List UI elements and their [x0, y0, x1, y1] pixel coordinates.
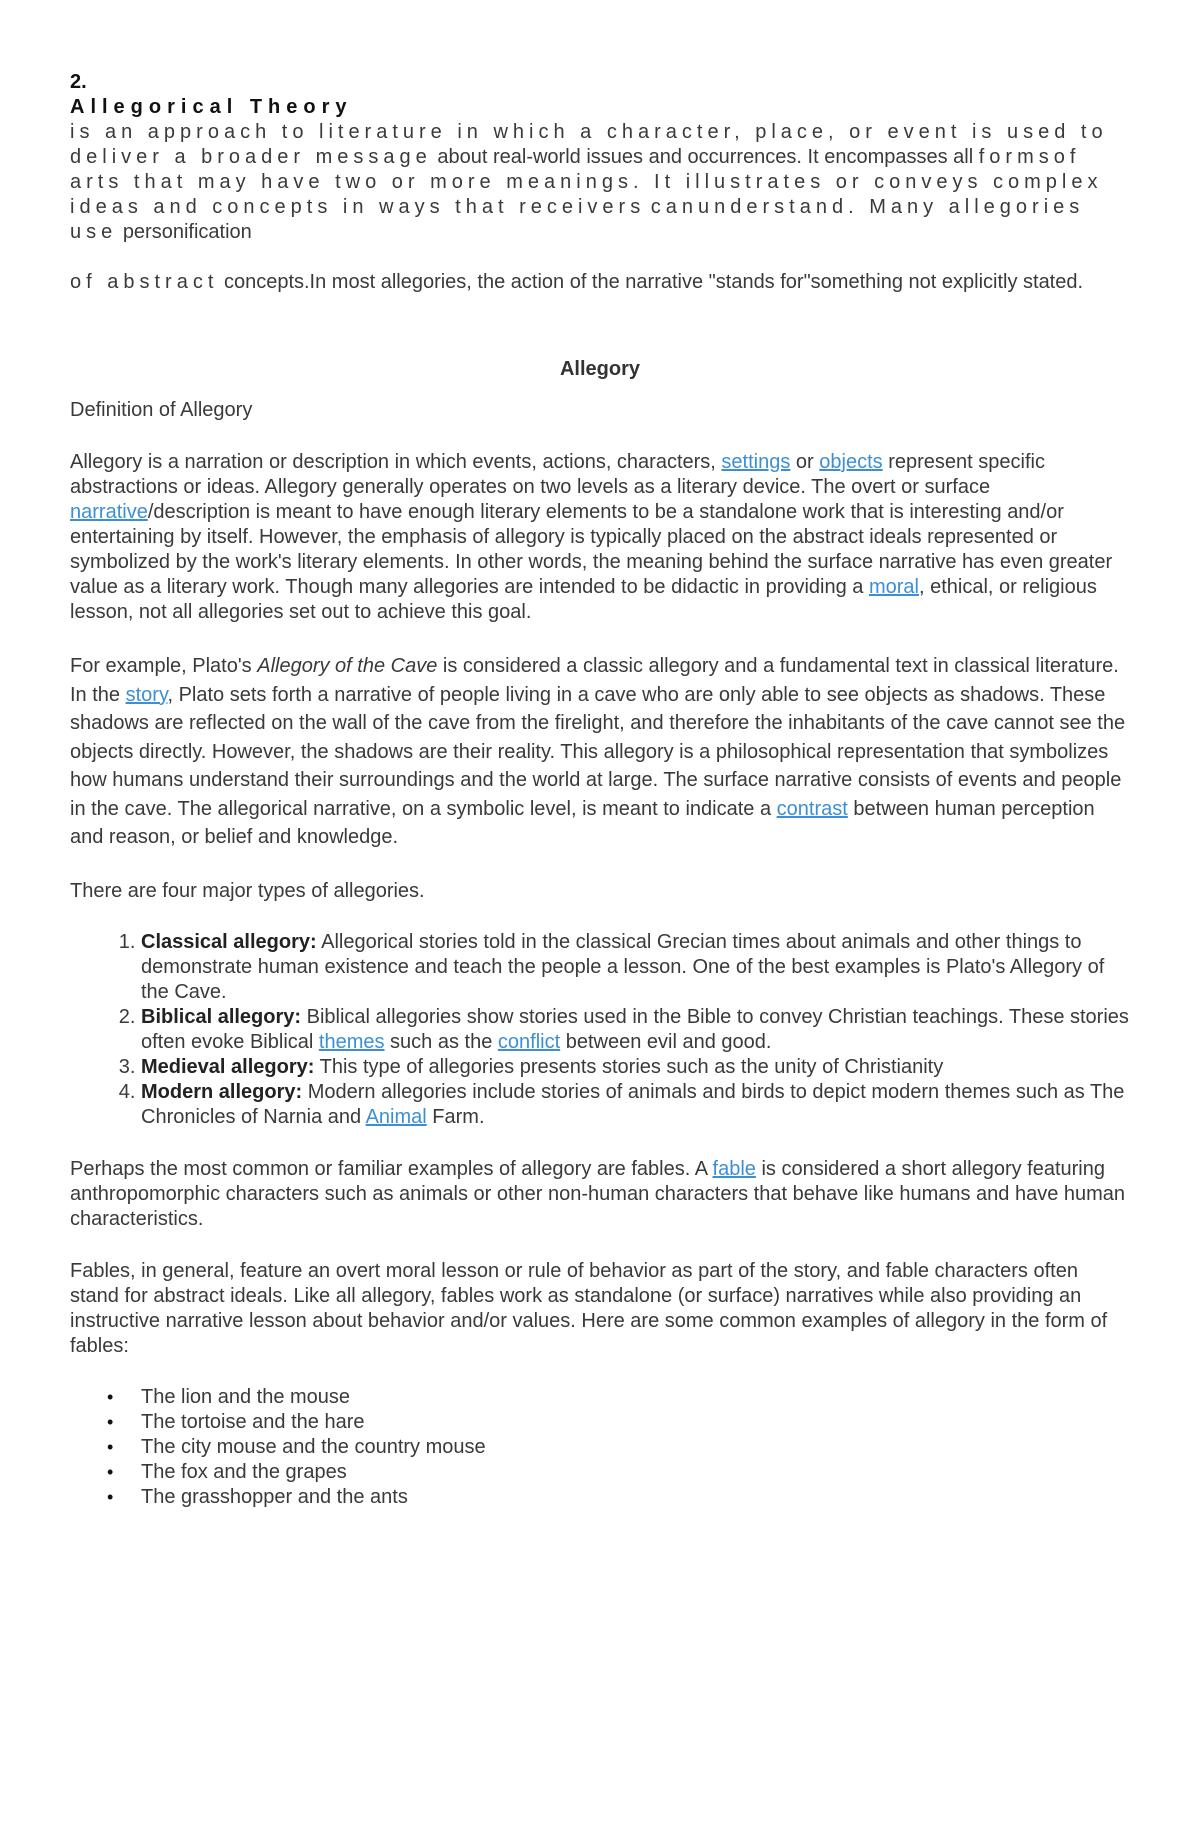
- bullet-icon: •: [107, 1411, 114, 1432]
- document-page: [70, 70, 1130, 1510]
- para2-text-b: is considered a classic allegory and a fundamental text in classical literature. In the: [70, 655, 1119, 706]
- para2-text-c: , Plato sets forth a narrative of people living in a cave who are only able to see objects as shadows. These shadows are reflected on the wall of the cave from the firelight, and therefore the inhabitants of the cave cannot see the objects directly. However, the shadows are their reality. This allegory is a philosophical representation that symbolizes how humans understand their surroundings and the world at large. The surface narrative consists of events and people in the cave. The allegorical narrative, on a symbolic level, is meant to indicate a: [70, 683, 1126, 820]
- type-text: Farm.: [432, 1105, 485, 1128]
- list-item: [107, 1410, 1130, 1435]
- bullet-icon: •: [107, 1461, 114, 1482]
- allegory-types-list: [70, 930, 1130, 1130]
- para3-text-b: is considered a short allegory featuring anthropomorphic characters such as animals or other non-human characters that behave like humans and have human characteristics.: [70, 1157, 1126, 1230]
- intro-text-1: is an approach to literature in which a character, place, or event is used to deliver a broader message: [70, 121, 1108, 168]
- list-item: [107, 1385, 1130, 1410]
- intro-tail-text: concepts.In most allegories, the action of the narrative "stands for"something not explicitly stated.: [223, 271, 1084, 293]
- para3-text-a: Perhaps the most common or familiar examples of allegory are fables. A: [70, 1157, 707, 1180]
- allegory-title: Allegory: [559, 358, 641, 380]
- objects-link[interactable]: objects: [819, 451, 883, 473]
- type-term: Classical allegory:: [141, 930, 317, 953]
- para1-text-c: represent specific abstractions or ideas. Allegory generally operates on two levels as a literary device. The overt or surface: [70, 451, 1045, 498]
- fable-item-text: The lion and the mouse: [141, 1385, 351, 1408]
- fable-item-text: The tortoise and the hare: [141, 1410, 365, 1433]
- story-link[interactable]: story: [125, 683, 168, 706]
- fable-item-text: The city mouse and the country mouse: [141, 1435, 486, 1458]
- intro-text-4: canunderstand. Many allegories use: [70, 196, 1085, 243]
- intro-text-3: formsof arts that may have two or more meanings. It illustrates or conveys complex ideas and concepts in ways that receivers: [70, 146, 1103, 218]
- definition-heading: Definition of Allegory: [70, 399, 253, 421]
- animal-link[interactable]: Animal: [365, 1105, 427, 1128]
- type-text: Biblical allegories show stories used in the Bible to convey Christian teachings. These stories often evoke Biblical: [141, 1005, 1129, 1053]
- section-number: 2.: [70, 71, 87, 93]
- fable-item-text: The grasshopper and the ants: [141, 1485, 408, 1508]
- intro-text-5: personification: [122, 221, 252, 243]
- type-text: such as the: [390, 1030, 493, 1053]
- section-title: Allegorical Theory: [70, 96, 353, 118]
- conflict-link[interactable]: conflict: [497, 1030, 561, 1053]
- intro-tail-spaced: of abstract: [70, 271, 219, 293]
- type-text: This type of allegories presents stories such as the unity of Christianity: [319, 1055, 944, 1078]
- bullet-icon: •: [107, 1386, 114, 1407]
- types-intro: There are four major types of allegories.: [70, 879, 425, 902]
- list-item: [107, 1435, 1130, 1460]
- bullet-icon: •: [107, 1486, 114, 1507]
- list-item: [107, 1485, 1130, 1510]
- definition-paragraph: [70, 450, 1130, 625]
- fable-link[interactable]: fable: [712, 1157, 756, 1180]
- para2-text-a: For example, Plato's: [70, 655, 252, 677]
- para1-text-b: or: [795, 451, 814, 473]
- cave-title-italic: Allegory of the Cave: [257, 655, 438, 677]
- type-text: Modern allegories include stories of animals and birds to depict modern themes such as The Chronicles of Narnia and: [141, 1080, 1125, 1128]
- intro-text-2: about real-world issues and occurrences. It encompasses all: [437, 146, 974, 168]
- para1-text-a: Allegory is a narration or description in which events, actions, characters,: [70, 451, 716, 473]
- type-text: between evil and good.: [565, 1030, 772, 1053]
- list-item: [141, 1080, 1130, 1130]
- type-term: Modern allegory:: [141, 1080, 303, 1103]
- themes-link[interactable]: themes: [318, 1030, 385, 1053]
- para1-text-d: /description is meant to have enough literary elements to be a standalone work that is interesting and/or entertaining by itself. However, the emphasis of allegory is typically placed on the abstract ideals represented or symbolized by the work's literary elements. In other words, the meaning behind the surface narrative has even greater value as a literary work. Though many allegories are intended to be didactic in providing a: [70, 501, 1113, 598]
- fable-paragraph: [70, 1157, 1130, 1232]
- intro-paragraph: [70, 120, 1130, 245]
- fable-item-text: The fox and the grapes: [141, 1460, 347, 1483]
- para2-text-d: between human perception and reason, or belief and knowledge.: [70, 797, 1095, 848]
- list-item: [141, 1005, 1130, 1055]
- list-item: [141, 930, 1130, 1005]
- bullet-icon: •: [107, 1436, 114, 1457]
- fables-paragraph: Fables, in general, feature an overt moral lesson or rule of behavior as part of the story, and fable characters often stand for abstract ideals. Like all allegory, fables work as standalone (or surface) narratives while also providing an instructive narrative lesson about behavior and/or values. Here are some common examples of allegory in the form of fables:: [70, 1259, 1108, 1357]
- type-term: Medieval allegory:: [141, 1055, 315, 1078]
- settings-link[interactable]: settings: [721, 451, 791, 473]
- intro-tail-paragraph: [70, 270, 1130, 295]
- example-paragraph: [70, 652, 1130, 852]
- list-item: [107, 1460, 1130, 1485]
- para1-text-e: , ethical, or religious lesson, not all allegories set out to achieve this goal.: [70, 576, 1097, 623]
- type-text: Allegorical stories told in the classical Grecian times about animals and other things to demonstrate human existence and teach the people a lesson. One of the best examples is Plato's Allegory of the Cave.: [141, 930, 1105, 1003]
- moral-link[interactable]: moral: [868, 576, 919, 598]
- type-term: Biblical allegory:: [141, 1005, 302, 1028]
- narrative-link[interactable]: narrative: [70, 501, 148, 523]
- contrast-link[interactable]: contrast: [776, 797, 848, 820]
- list-item: [141, 1055, 1130, 1080]
- fable-examples-list: [70, 1385, 1130, 1510]
